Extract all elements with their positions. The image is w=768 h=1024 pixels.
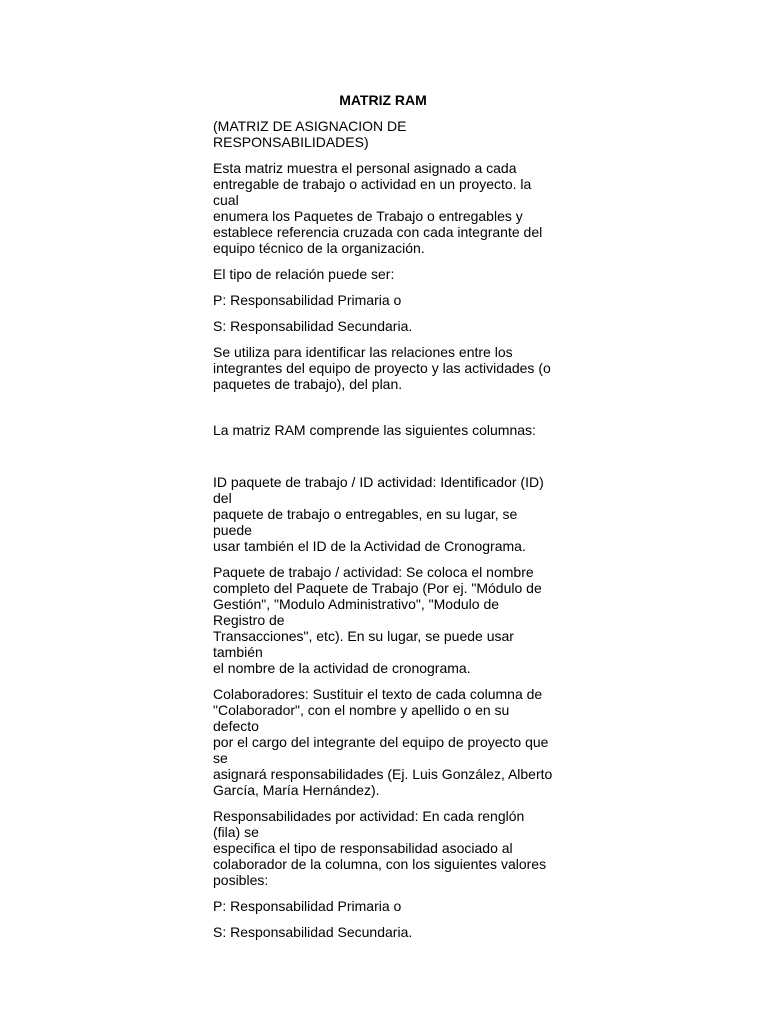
secondary-responsibility-item: S: Responsabilidad Secundaria. <box>213 318 413 334</box>
secondary-responsibility-item-2: S: Responsabilidad Secundaria. <box>213 924 413 940</box>
document-title: MATRIZ RAM <box>339 92 427 108</box>
usage-paragraph: Se utiliza para identificar las relaciones entre los integrantes del equipo de proyecto y las actividades (o paquetes de trabajo), del plan. <box>213 344 551 392</box>
column-responsibilities-paragraph: Responsabilidades por actividad: En cada renglón (fila) se especifica el tipo de responsabilidad asociado al colaborador de la columna, con los siguientes valores posibles: <box>213 808 547 888</box>
spacer <box>213 402 553 422</box>
document-subtitle: (MATRIZ DE ASIGNACION DE RESPONSABILIDADES) <box>213 118 407 150</box>
columns-intro-paragraph: La matriz RAM comprende las siguientes columnas: <box>213 422 536 438</box>
relation-type-paragraph: El tipo de relación puede ser: <box>213 266 395 282</box>
primary-responsibility-item: P: Responsabilidad Primaria o <box>213 292 402 308</box>
column-package-paragraph: Paquete de trabajo / actividad: Se coloca el nombre completo del Paquete de Trabajo (Por ej. "Módulo de Gestión", "Modulo Administrativo", "Modulo de Registro de Transacciones", etc). En su lugar, se puede usar también el nombre de la actividad de cronograma. <box>213 564 542 676</box>
spacer <box>213 448 553 474</box>
column-id-paragraph: ID paquete de trabajo / ID actividad: Identificador (ID) del paquete de trabajo o entregables, en su lugar, se puede usar también el ID de la Actividad de Cronograma. <box>213 474 544 554</box>
column-collaborators-paragraph: Colaboradores: Sustituir el texto de cada columna de "Colaborador", con el nombre y apellido o en su defecto por el cargo del integrante del equipo de proyecto que se asignará responsabilidades (Ej. Luis González, Alberto García, María Hernández). <box>213 686 553 798</box>
intro-paragraph: Esta matriz muestra el personal asignado a cada entregable de trabajo o actividad en un proyecto. la cual enumera los Paquetes de Trabajo o entregables y establece referencia cruzada con cada integrante del equipo técnico de la organización. <box>213 160 543 256</box>
document-page <box>213 92 553 950</box>
primary-responsibility-item-2: P: Responsabilidad Primaria o <box>213 898 402 914</box>
